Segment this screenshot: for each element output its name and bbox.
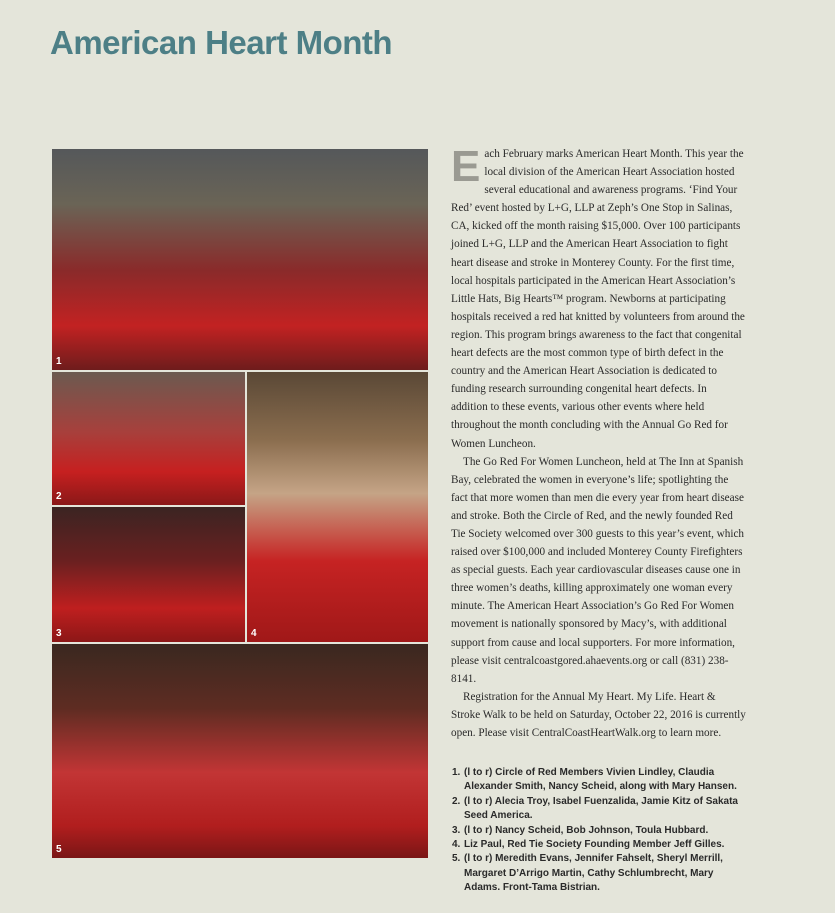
caption-item <box>452 766 752 795</box>
article-paragraph: The Go Red For Women Luncheon, held at The Inn at Spanish Bay, celebrated the women in everyone’s life; spotlighting the fact that more women than men die every year from heart disease and stroke. Both the Circle of Red, and the newly founded Red Tie Society welcomed over 300 guests to this year’s event, which raised over $100,000 and included Monterey County Firefighters as special guests. Each year cardiovascular diseases cause one in three women’s deaths, killing approximately one woman every minute. The American Heart Association’s Go Red For Women movement is nationally sponsored by Macy’s, with additional support from cause and local supporters. For more information, please visit centralcoastgored.ahaevents.org or call (831) 238-8141. <box>451 455 744 685</box>
photo-1 <box>52 149 428 370</box>
paragraph-text: ach February marks American Heart Month. This year the local division of the American Heart Association hosted several educational and awareness programs. ‘Find Your Red’ event hosted by L+G, LLP at Zeph’s One Stop in Salinas, CA, kicked off the month raising $15,000. Over 100 participants joined L+G, LLP and the American Heart Association to fight heart disease and stroke in Monterey County. For the first time, local hospitals participated in the American Heart Association’s Little Hats, Big Hearts™ program. Newborns at participating hospitals received a red hat knitted by volunteers from around the region. This program brings awareness to the fact that congenital heart defects are the most common type of birth defect in the country and the American Heart Association is dedicated to funding research surrounding congenital heart defects. In addition to these events, various other events where held throughout the month concluding with the Annual Go Red for Women Luncheon. <box>451 148 745 450</box>
caption-text: (l to r) Circle of Red Members Vivien Lindley, Claudia Alexander Smith, Nancy Scheid, along with Mary Hansen. <box>464 767 737 793</box>
caption-text: (l to r) Alecia Troy, Isabel Fuenzalida, Jamie Kitz of Sakata Seed America. <box>464 795 738 822</box>
photo-3 <box>52 507 245 642</box>
article-paragraph: Registration for the Annual My Heart. My Life. Heart & Stroke Walk to be held on Saturday, October 22, 2016 is currently open. Please visit CentralCoastHeartWalk.org to learn more. <box>451 690 746 739</box>
caption-number: 2. <box>452 795 461 807</box>
photo-number: 2 <box>56 491 62 502</box>
photo-5 <box>52 644 428 858</box>
caption-number: 1. <box>452 767 461 778</box>
photo-captions <box>452 766 752 896</box>
caption-text: (l to r) Nancy Scheid, Bob Johnson, Toula Hubbard. <box>464 824 709 836</box>
article-body <box>451 142 746 742</box>
caption-number: 3. <box>452 824 461 836</box>
article-paragraph <box>451 142 746 453</box>
photo-2 <box>52 372 245 505</box>
photo-4 <box>247 372 428 642</box>
caption-number: 4. <box>452 839 461 851</box>
drop-cap: E <box>451 142 481 191</box>
caption-item <box>452 795 752 824</box>
caption-text: (l to r) Meredith Evans, Jennifer Fahselt, Sheryl Merrill, Margaret D’Arrigo Martin, Cathy Schlumbrecht, Mary Adams. Front-Tama Bistrian. <box>464 853 723 894</box>
photo-number: 5 <box>56 844 62 855</box>
caption-number: 5. <box>452 853 461 865</box>
caption-item <box>452 838 752 852</box>
caption-text: Liz Paul, Red Tie Society Founding Member Jeff Gilles. <box>464 839 725 851</box>
caption-item <box>452 824 752 838</box>
caption-item <box>452 852 752 895</box>
page-title: American Heart Month <box>50 24 393 61</box>
photo-number: 4 <box>251 628 257 639</box>
photo-number: 3 <box>56 628 62 639</box>
photo-number: 1 <box>56 356 62 367</box>
